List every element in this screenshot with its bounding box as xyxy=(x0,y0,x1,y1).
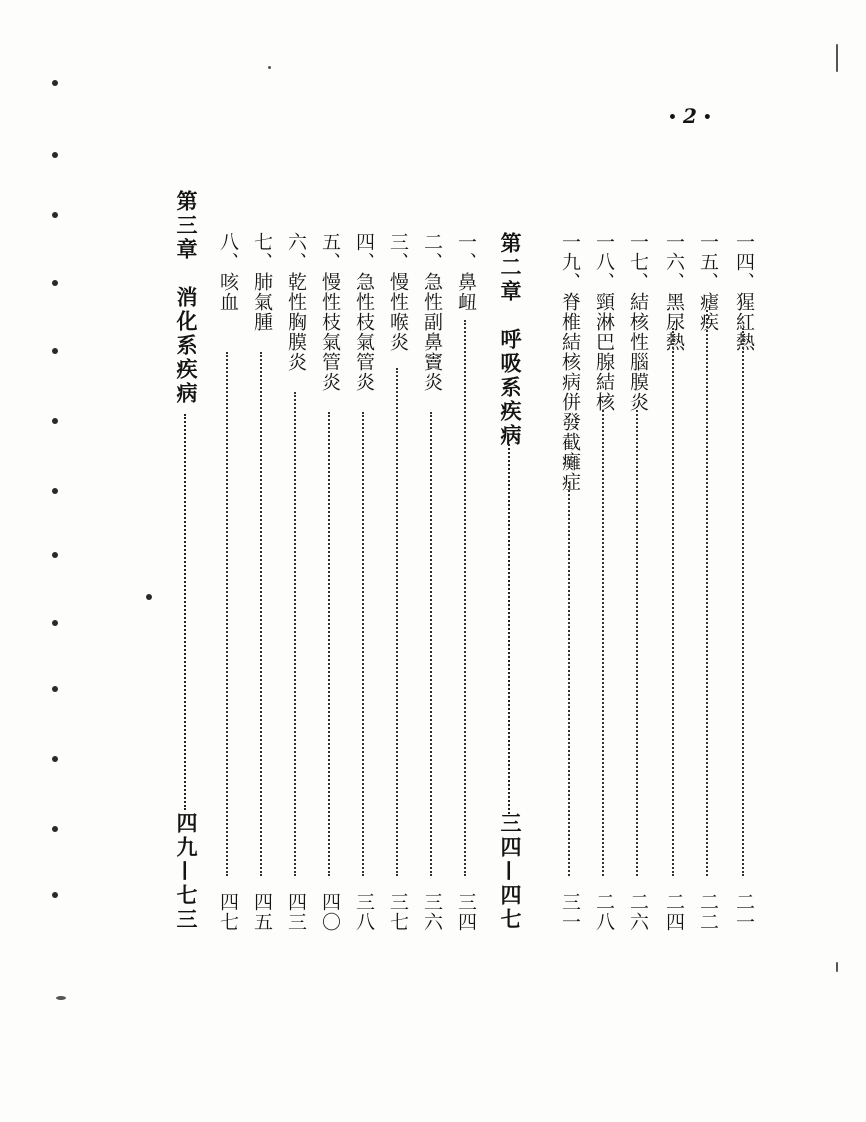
binding-hole xyxy=(52,488,58,494)
toc-entry xyxy=(730,232,758,932)
toc-entry xyxy=(452,232,480,932)
binding-hole xyxy=(52,552,58,558)
toc-entry-pages: 三一 xyxy=(559,892,581,932)
chapter-pages: 四九—七三 xyxy=(174,812,199,932)
toc-entry xyxy=(660,232,688,932)
binding-hole xyxy=(52,892,58,898)
toc-entry xyxy=(214,232,242,932)
toc-entry xyxy=(282,232,310,932)
dot-leader xyxy=(184,414,186,810)
dot-leader xyxy=(226,352,228,876)
toc-entry xyxy=(350,232,378,932)
toc-entry xyxy=(248,232,276,932)
dot-leader xyxy=(260,352,262,876)
toc-entry-title: 四、急性枝氣管炎 xyxy=(353,232,375,392)
scan-speck xyxy=(836,44,838,72)
dot-leader xyxy=(568,482,570,876)
toc-entry-pages: 二八 xyxy=(593,892,615,932)
dot-leader xyxy=(430,412,432,876)
binding-hole xyxy=(52,686,58,692)
scan-speck xyxy=(836,962,838,972)
binding-hole xyxy=(52,152,58,158)
toc-entry-title: 七、肺氣腫 xyxy=(251,232,273,332)
binding-hole xyxy=(52,348,58,354)
binding-hole xyxy=(52,756,58,762)
dot-leader xyxy=(362,412,364,876)
toc-entry xyxy=(418,232,446,932)
binding-hole xyxy=(52,620,58,626)
dot-leader xyxy=(294,392,296,876)
chapter-pages: 三四—四七 xyxy=(498,812,523,932)
toc-entry xyxy=(590,232,618,932)
binding-hole xyxy=(146,594,152,600)
dot-leader xyxy=(672,328,674,876)
dot-leader xyxy=(396,368,398,876)
chapter-heading xyxy=(496,232,524,932)
toc-entry-pages: 四七 xyxy=(217,892,239,932)
toc-entry-title: 一四、猩紅熱 xyxy=(733,232,755,352)
dot-leader xyxy=(636,410,638,876)
toc-entry-pages: 三七 xyxy=(387,892,409,932)
toc-entry-pages: 二四 xyxy=(663,892,685,932)
scan-speck xyxy=(268,66,271,69)
chapter-title: 第三章 消化系疾病 xyxy=(174,190,199,406)
toc-entry-pages: 四三 xyxy=(285,892,307,932)
toc-entry xyxy=(624,232,652,932)
toc-entry-title: 六、乾性胸膜炎 xyxy=(285,232,307,372)
page-number: •2• xyxy=(668,104,718,128)
dot-leader xyxy=(742,328,744,876)
page-number-value: 2 xyxy=(682,104,703,128)
toc-entry-pages: 二一 xyxy=(733,892,755,932)
dot-leader xyxy=(508,444,510,814)
binding-hole xyxy=(52,826,58,832)
toc-entry-title: 一、鼻衄 xyxy=(455,232,477,312)
toc-entry-title: 一七、結核性腦膜炎 xyxy=(627,232,649,412)
toc-entry-title: 八、咳血 xyxy=(217,232,239,312)
toc-entry xyxy=(556,232,584,932)
toc-entry-pages: 二二 xyxy=(697,892,719,932)
toc-entry-pages: 二六 xyxy=(627,892,649,932)
toc-entry-title: 一五、瘧疾 xyxy=(697,232,719,332)
dot-leader xyxy=(328,412,330,876)
binding-hole xyxy=(52,280,58,286)
toc-entry-title: 一六、黑尿熱 xyxy=(663,232,685,352)
toc-entry-pages: 三四 xyxy=(455,892,477,932)
binding-hole xyxy=(52,418,58,424)
dot-leader xyxy=(602,410,604,876)
toc-entry-pages: 三八 xyxy=(353,892,375,932)
toc-entry xyxy=(384,232,412,932)
binding-hole xyxy=(52,212,58,218)
toc-entry-pages: 三六 xyxy=(421,892,443,932)
toc-entry-title: 一九、脊椎結核病併發截癱症 xyxy=(559,232,581,492)
toc-entry-title: 三、慢性喉炎 xyxy=(387,232,409,352)
scan-speck xyxy=(56,996,66,1000)
toc-entry-title: 五、慢性枝氣管炎 xyxy=(319,232,341,392)
toc-entry-pages: 四五 xyxy=(251,892,273,932)
toc-entry-title: 一八、頸淋巴腺結核 xyxy=(593,232,615,412)
dot-leader xyxy=(706,310,708,876)
toc-entry-title: 二、急性副鼻竇炎 xyxy=(421,232,443,392)
chapter-heading xyxy=(172,190,200,932)
binding-hole xyxy=(52,80,58,86)
toc-entry xyxy=(316,232,344,932)
toc-entry-pages: 四〇 xyxy=(319,892,341,932)
dot-leader xyxy=(464,320,466,876)
chapter-title: 第二章 呼吸系疾病 xyxy=(498,232,523,448)
toc-entry xyxy=(694,232,722,932)
